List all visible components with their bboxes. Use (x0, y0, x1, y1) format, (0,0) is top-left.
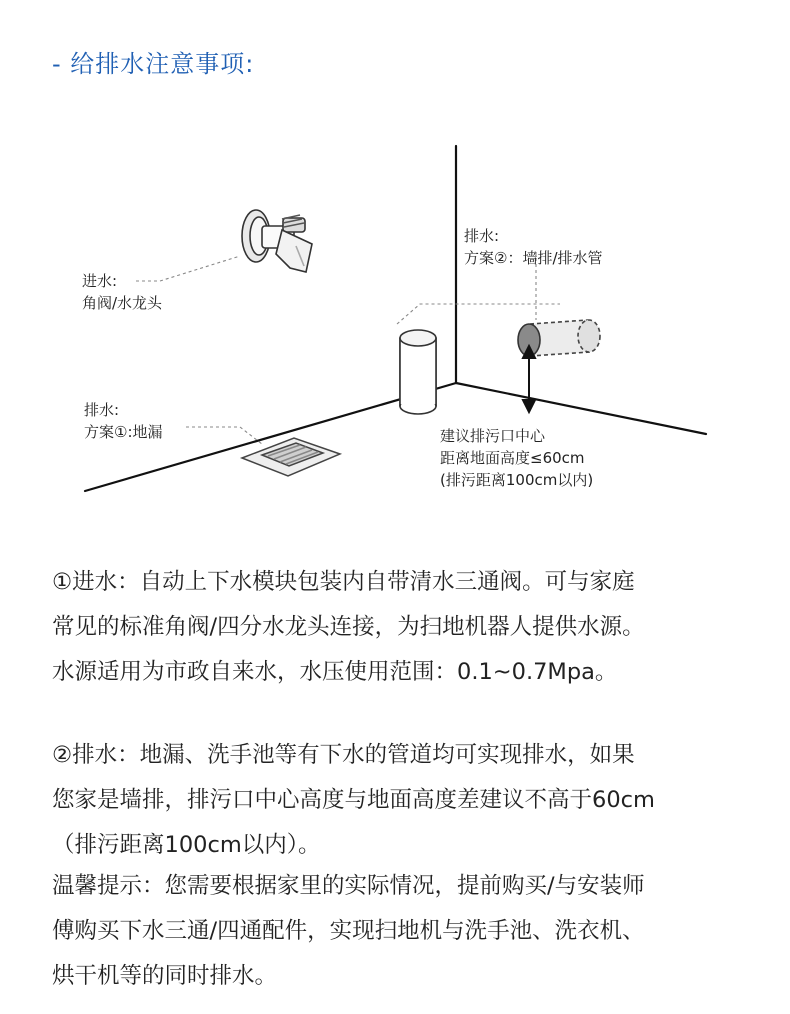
inlet-label-line1: 进水: (82, 272, 118, 290)
height-note-line1: 建议排污口中心 (440, 427, 546, 445)
room-floor-lines (85, 146, 706, 491)
drain-paragraph (52, 733, 752, 868)
inlet-line-3: 水源适用为市政自来水，水压使用范围：0.1~0.7Mpa。 (52, 659, 618, 685)
floor-drain-label (84, 399, 163, 443)
floor-drain-icon (242, 438, 340, 476)
height-note-line3: (排污距离100cm以内) (440, 471, 594, 489)
wall-drain-label-line1: 排水: (464, 227, 500, 245)
drain-line-2: 您家是墙排，排污口中心高度与地面高度差建议不高于60cm (52, 787, 655, 813)
tip-paragraph (52, 864, 752, 999)
inlet-label-line2: 角阀/水龙头 (82, 294, 163, 312)
inlet-paragraph (52, 560, 752, 695)
section-title: - 给排水注意事项: (52, 50, 255, 78)
inlet-line-1: ①进水：自动上下水模块包装内自带清水三通阀。可与家庭 (52, 569, 635, 595)
inlet-line-2: 常见的标准角阀/四分水龙头连接，为扫地机器人提供水源。 (52, 614, 645, 640)
height-note (440, 425, 593, 491)
wall-drain-label-line2: 方案②：墙排/排水管 (464, 249, 603, 267)
tip-line-3: 烘干机等的同时排水。 (52, 963, 278, 989)
inlet-label (82, 270, 162, 314)
floor-drain-label-line2: 方案①:地漏 (84, 423, 163, 441)
wall-drain-label (464, 225, 603, 269)
drain-pipe-icon (400, 330, 436, 414)
tip-line-1: 温馨提示：您需要根据家里的实际情况，提前购买/与安装师 (52, 873, 645, 899)
height-arrow (523, 346, 535, 412)
tip-line-2: 傅购买下水三通/四通配件，实现扫地机与洗手池、洗衣机、 (52, 918, 645, 944)
drain-line-1: ②排水：地漏、洗手池等有下水的管道均可实现排水，如果 (52, 742, 635, 768)
drain-line-3: （排污距离100cm以内）。 (52, 832, 321, 858)
floor-drain-label-line1: 排水: (84, 401, 120, 419)
height-note-line2: 距离地面高度≤60cm (440, 449, 585, 467)
angle-valve-icon (242, 210, 312, 272)
